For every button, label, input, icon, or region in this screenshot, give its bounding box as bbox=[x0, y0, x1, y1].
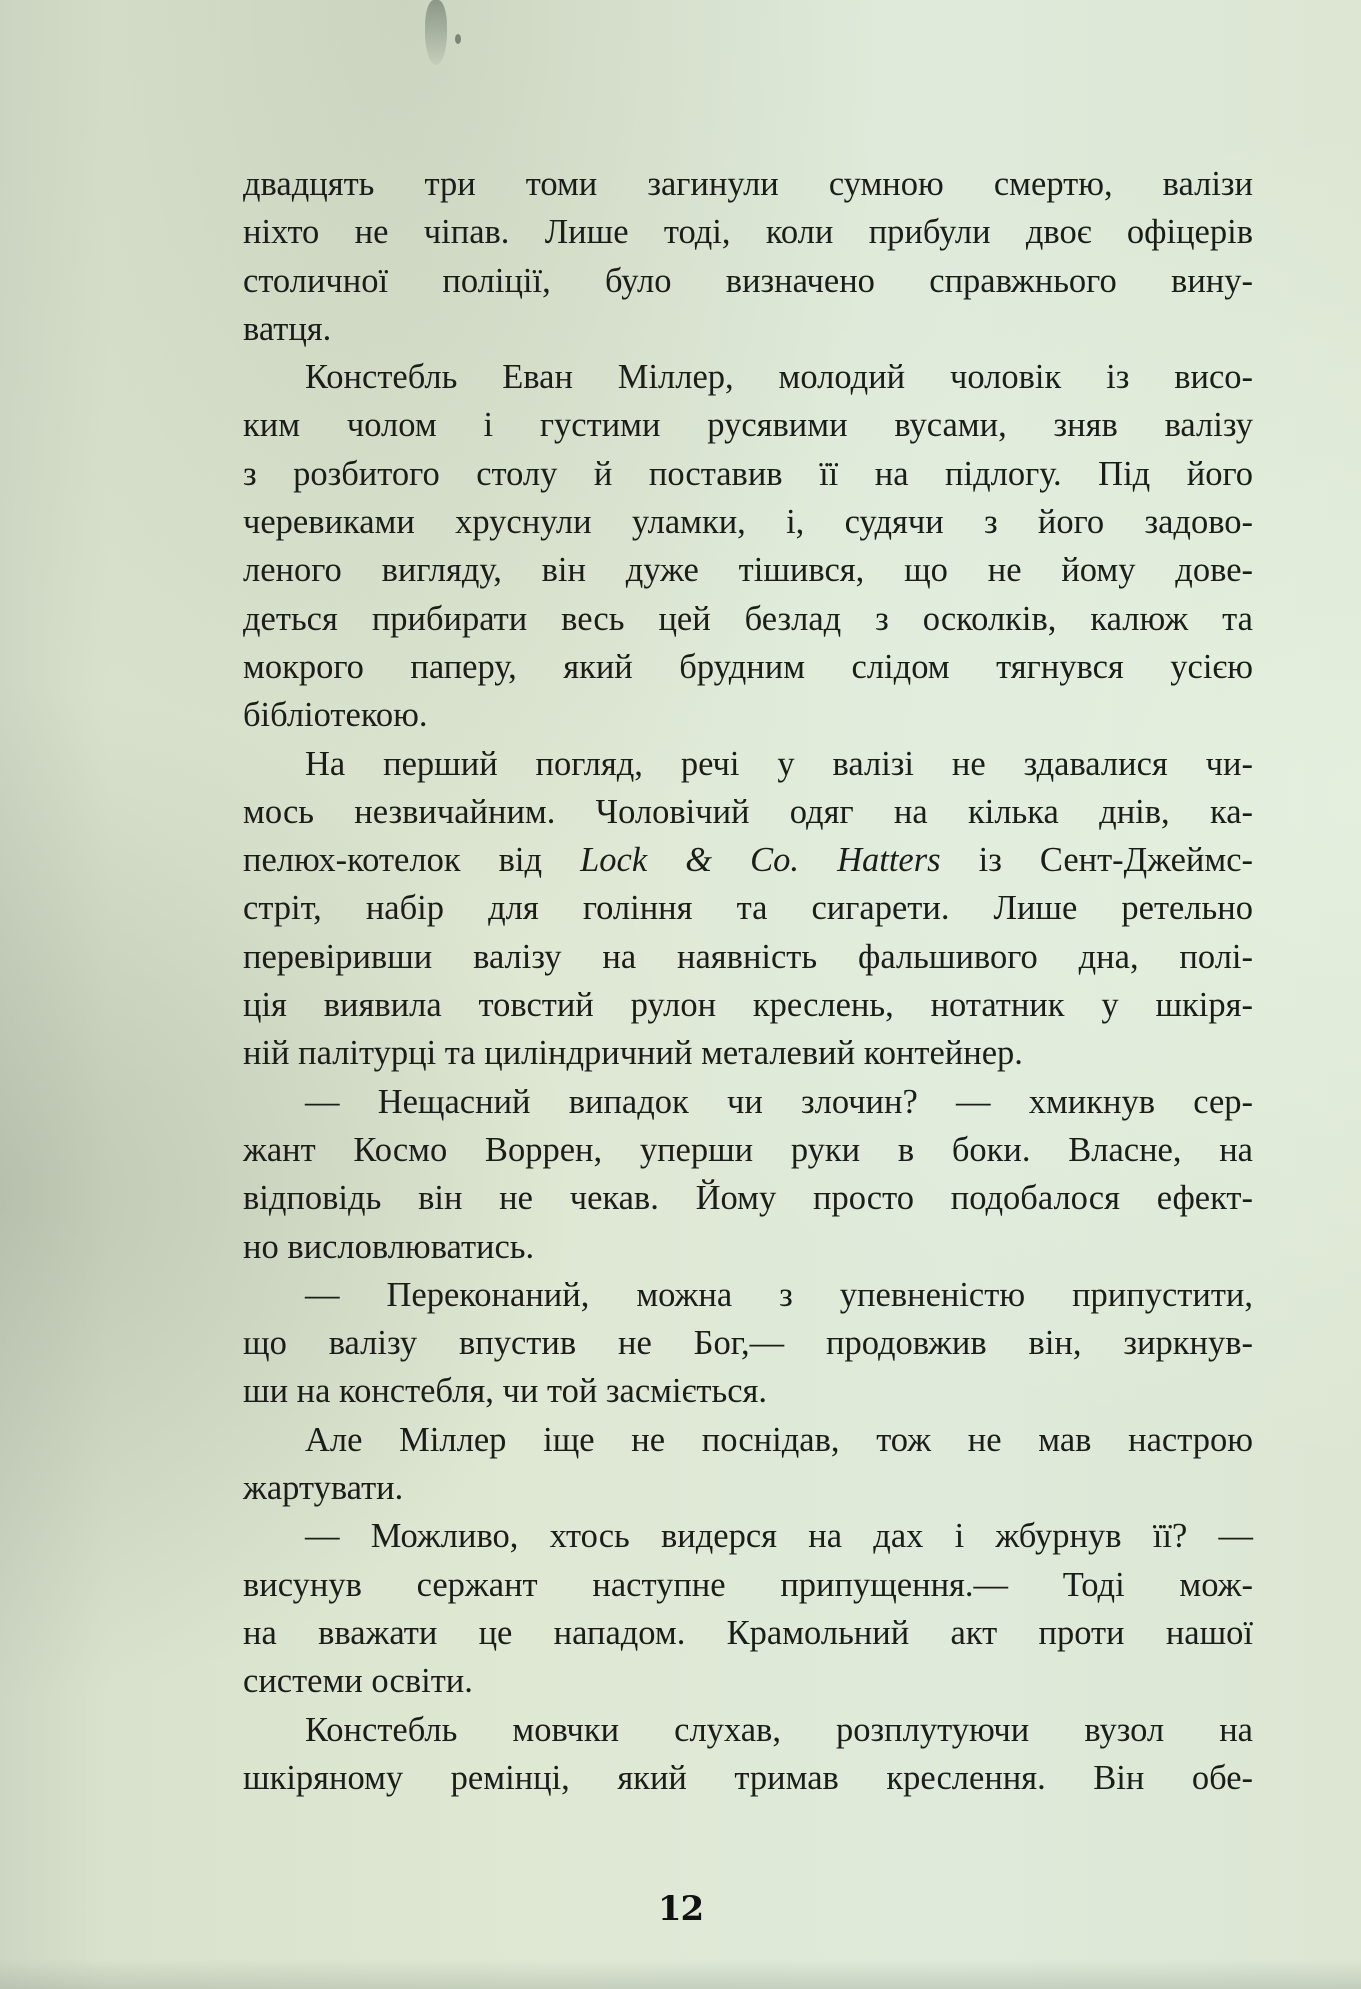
text-line: ким чолом і густими русявими вусами, зняв валізу bbox=[243, 406, 1253, 445]
text-line: що валізу впустив не Бог,— продовжив він, зиркнув- bbox=[243, 1324, 1253, 1363]
paragraph bbox=[243, 1706, 1253, 1803]
text-line: пелюх-котелок від Lock & Co. Hatters із Сент-Джеймс- bbox=[243, 841, 1253, 880]
text-line: деться прибирати весь цей безлад з осколків, калюж та bbox=[243, 599, 1253, 638]
paper-stain bbox=[425, 0, 447, 65]
text-line: жант Космо Воррен, уперши руки в боки. Власне, на bbox=[243, 1130, 1253, 1169]
text-line: жартувати. bbox=[243, 1469, 404, 1508]
text-line: ція виявила товстий рулон креслень, нотатник у шкіря- bbox=[243, 986, 1253, 1025]
text-line: двадцять три томи загинули сумною смертю, валізи bbox=[243, 165, 1253, 203]
text-line: бібліотекою. bbox=[243, 696, 428, 735]
text-line: леного вигляду, він дуже тішився, що не йому дове- bbox=[243, 551, 1253, 590]
text-line: на вважати це нападом. Крамольний акт проти нашої bbox=[243, 1613, 1253, 1652]
text-line: ши на констебля, чи той засміється. bbox=[243, 1372, 768, 1411]
text-line: столичної поліції, було визначено справжнього вину- bbox=[243, 261, 1253, 300]
text-line: На перший погляд, речі у валізі не здавалися чи- bbox=[305, 744, 1253, 783]
paragraph bbox=[243, 160, 1253, 353]
paragraph bbox=[243, 1512, 1253, 1705]
text-line: ватця. bbox=[243, 309, 332, 348]
text-line: черевиками хруснули уламки, і, судячи з його задово- bbox=[243, 503, 1253, 542]
text-line: відповідь він не чекав. Йому просто подобалося ефект- bbox=[243, 1179, 1253, 1218]
text-line: — Можливо, хтось видерся на дах і жбурнув її? — bbox=[305, 1517, 1253, 1556]
page-bottom-edge bbox=[0, 1959, 1361, 1989]
text-line: шкіряному ремінці, який тримав креслення. Він обе- bbox=[243, 1758, 1253, 1797]
text-line: з розбитого столу й поставив її на підлогу. Під його bbox=[243, 454, 1253, 493]
text-line: системи освіти. bbox=[243, 1662, 473, 1701]
text-line: стріт, набір для гоління та сигарети. Лише ретельно bbox=[243, 889, 1253, 928]
body-text bbox=[243, 160, 1253, 1802]
text-line: ній палітурці та циліндричний металевий контейнер. bbox=[243, 1034, 1023, 1073]
text-line: но висловлюватись. bbox=[243, 1227, 535, 1266]
paragraph bbox=[243, 1271, 1253, 1416]
paragraph bbox=[243, 1416, 1253, 1513]
text-line: — Нещасний випадок чи злочин? — хмикнув сер- bbox=[305, 1082, 1253, 1121]
italic-text: Lock & Co. Hatters bbox=[580, 841, 941, 880]
text-line: Констебль мовчки слухав, розплутуючи вузол на bbox=[305, 1710, 1253, 1749]
text-line: Але Міллер іще не поснідав, тож не мав настрою bbox=[305, 1420, 1253, 1459]
paragraph bbox=[243, 740, 1253, 1078]
text-line: висунув сержант наступне припущення.— Тоді мож- bbox=[243, 1565, 1253, 1604]
text-line: ніхто не чіпав. Лише тоді, коли прибули двоє офіцерів bbox=[243, 213, 1253, 252]
text-line: мокрого паперу, який брудним слідом тягнувся усією bbox=[243, 647, 1253, 686]
page-number: 12 bbox=[657, 1889, 704, 1929]
text-line: — Переконаний, можна з упевненістю припустити, bbox=[305, 1275, 1253, 1314]
text-line: мось незвичайним. Чоловічий одяг на кілька днів, ка- bbox=[243, 792, 1253, 831]
paragraph bbox=[243, 1078, 1253, 1271]
text-line: перевіривши валізу на наявність фальшивого дна, полі- bbox=[243, 937, 1253, 976]
paragraph bbox=[243, 353, 1253, 739]
text-line: Констебль Еван Міллер, молодий чоловік із висо- bbox=[305, 358, 1253, 397]
paper-spot bbox=[455, 34, 461, 44]
